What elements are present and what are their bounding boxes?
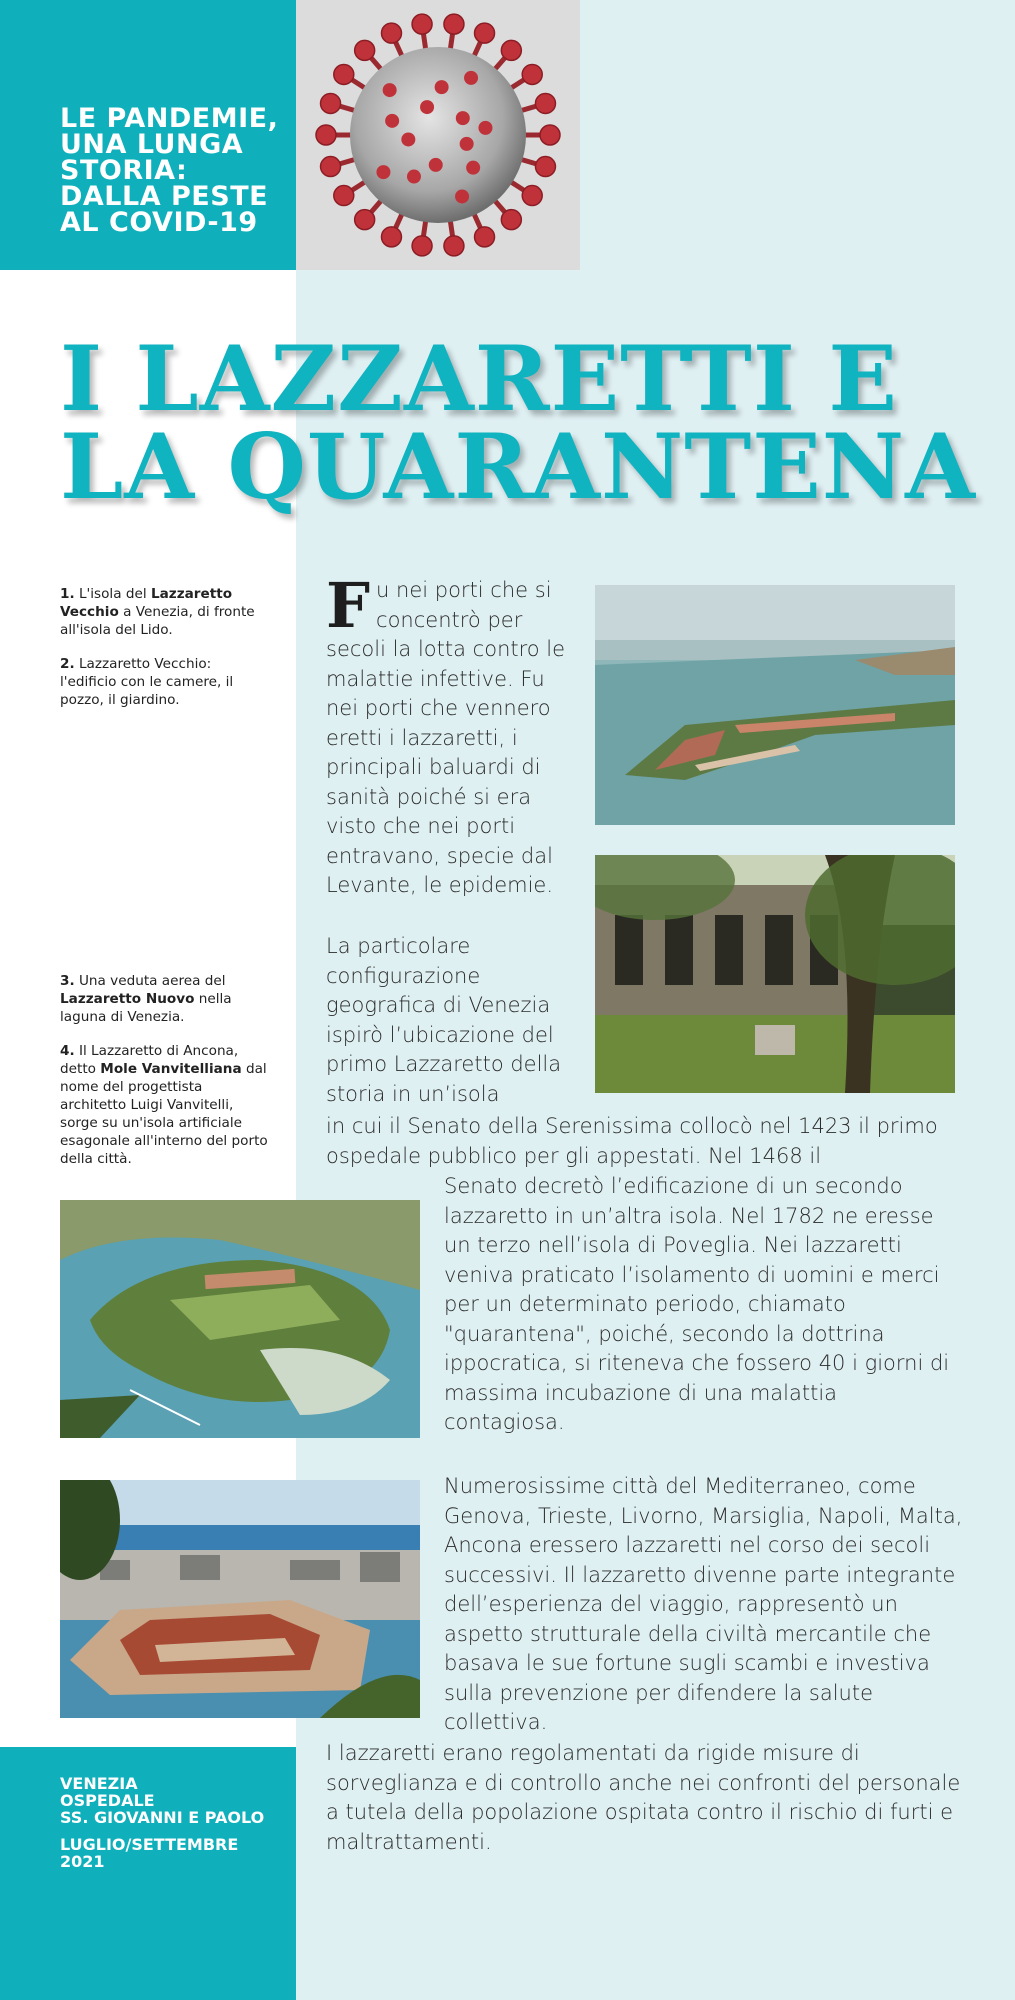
caption-2: 2. Lazzaretto Vecchio: l'edificio con le camere, il pozzo, il giardino.: [60, 656, 234, 708]
footer-city: VENEZIA: [60, 1774, 138, 1793]
photo-lazzaretto-nuovo-aerial: [60, 1200, 420, 1438]
caption-4: 4. Il Lazzaretto di Ancona, detto Mole Vanvitelliana dal nome del progettista architetto Luigi Vanvitelli, sorge su un'isola artificiale esagonale all'interno del porto della città.: [60, 1043, 268, 1167]
body-paragraph-2b: in cui il Senato della Serenissima collocò nel 1423 il primo ospedale pubblico per gli appestati. Nel 1468 il: [326, 1114, 938, 1168]
captions-1-2: [60, 585, 270, 725]
footer-info: [60, 1775, 290, 1870]
footer-venue-1: OSPEDALE: [60, 1791, 155, 1810]
photo-lazzaretto-vecchio-aerial: [595, 585, 955, 825]
body-paragraph-2a: La particolare configurazione geografica di Venezia ispirò l’ubicazione del primo Lazzaretto della storia in un’isola: [326, 934, 562, 1106]
dropcap: F: [326, 569, 371, 642]
caption-3: 3. Una veduta aerea del Lazzaretto Nuovo nella laguna di Venezia.: [60, 973, 232, 1025]
caption-1: 1. L'isola del Lazzaretto Vecchio a Venezia, di fronte all'isola del Lido.: [60, 586, 255, 638]
body-paragraph-3: Numerosissime città del Mediterraneo, come Genova, Trieste, Livorno, Marsiglia, Napoli, Malta, Ancona eressero lazzaretti nel corso dei secoli successivi. Il lazzaretto divenne parte integrante dell’esperienza del viaggio, rappresentò un aspetto strutturale della civiltà mercantile che basava le sue fortune sugli scambi e investiva sulla prevenzione per difendere la salute collettiva.: [444, 1474, 963, 1734]
body-paragraph-2c: Senato decretò l’edificazione di un secondo lazzaretto in un’altra isola. Nel 1782 ne eresse un terzo nell’isola di Poveglia. Nei lazzaretti veniva praticato l’isolamento di uomini e merci per un determinato periodo, chiamato "quarantena", poiché, secondo la dottrina ippocratica, si riteneva che fossero 40 i giorni di massima incubazione di una malattia contagiosa.: [444, 1174, 950, 1434]
main-title: I LAZZARETTI E LA QUARANTENA: [60, 326, 976, 520]
coronavirus-icon: [296, 0, 580, 270]
footer-venue-2: SS. GIOVANNI E PAOLO: [60, 1808, 265, 1827]
body-paragraph-1: Fu nei porti che si concentrò per secoli la lotta contro le malattie infettive. Fu nei porti che vennero eretti i lazzaretti, i principali baluardi di sanità poiché si era visto che nei porti entravano, specie dal Levante, le epidemie.: [326, 569, 566, 897]
footer-year: 2021: [60, 1852, 105, 1871]
body-paragraph-4: I lazzaretti erano regolamentati da rigide misure di sorveglianza e di controllo anche nei confronti del personale a tutela della popolazione ospitata contro il rischio di furti e maltrattamenti.: [326, 1741, 961, 1854]
series-title: LE PANDEMIE, UNA LUNGA STORIA: DALLA PESTE AL COVID-19: [60, 103, 279, 238]
footer-dates: LUGLIO/SETTEMBRE: [60, 1835, 239, 1854]
photo-mole-vanvitelliana: [60, 1480, 420, 1718]
coronavirus-image: [296, 0, 580, 270]
photo-lazzaretto-vecchio-courtyard: [595, 855, 955, 1093]
captions-3-4: [60, 972, 270, 1184]
